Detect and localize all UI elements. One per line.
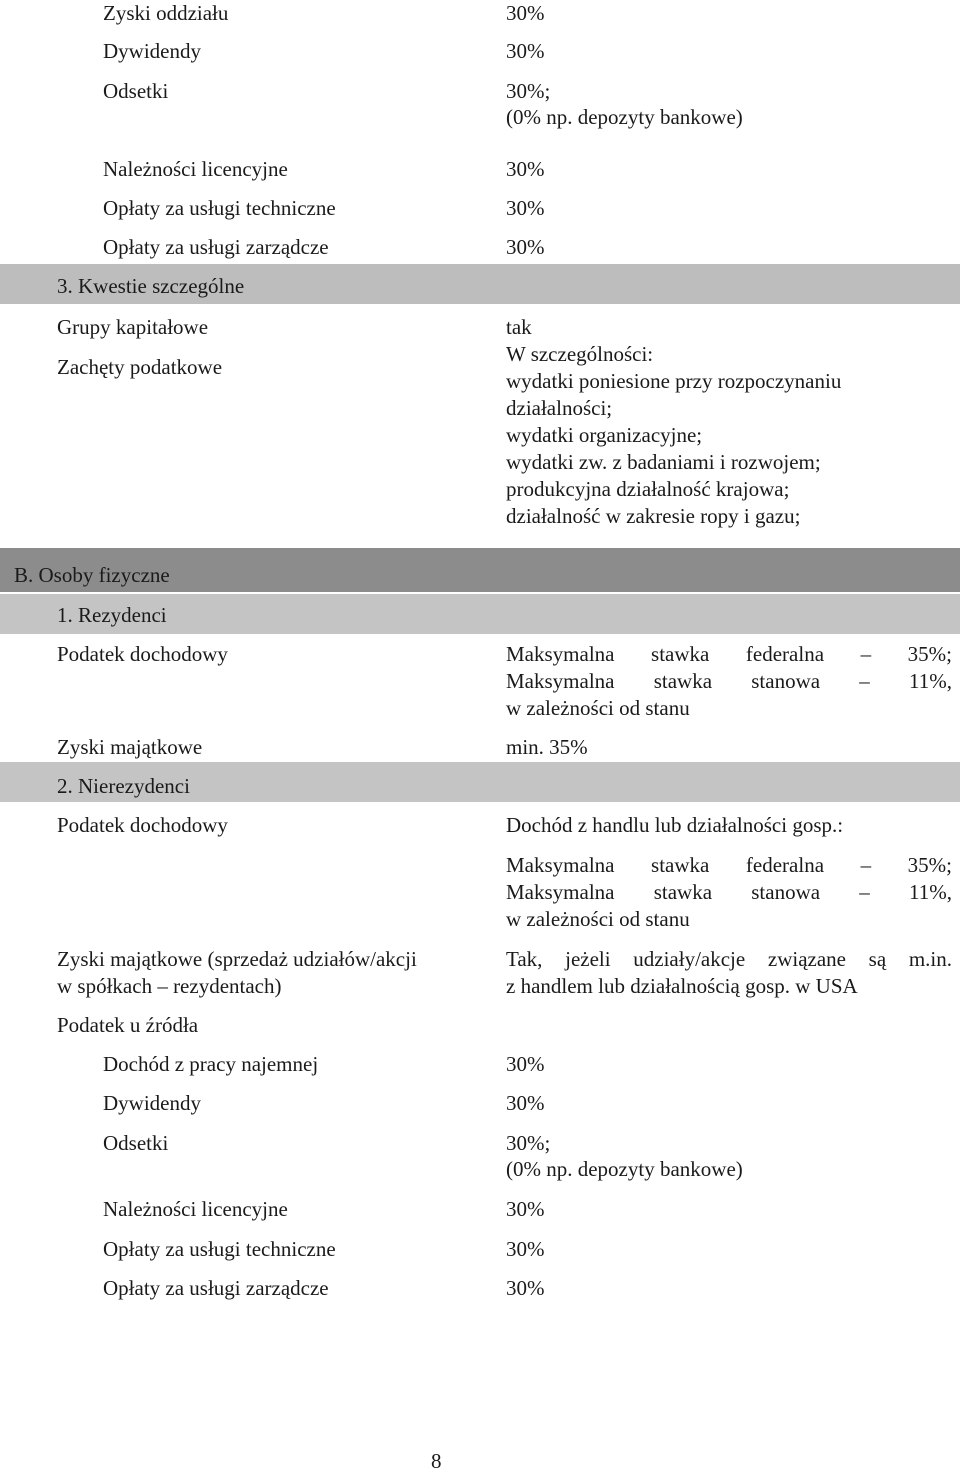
- row-label: Należności licencyjne: [103, 1197, 288, 1221]
- groups-value: tak: [506, 315, 532, 339]
- row-value: 30%;: [506, 79, 551, 103]
- row-value: 30%: [506, 1091, 545, 1115]
- nonres-capital-gains-value-1: Tak, jeżeli udziały/akcje związane są m.in.: [506, 947, 952, 971]
- row-value: 30%;: [506, 1131, 551, 1155]
- row-label: Odsetki: [103, 79, 169, 103]
- withholding-heading: Podatek u źródła: [57, 1013, 199, 1037]
- nonres-income-tax-line1: Maksymalna stawka federalna – 35%;: [506, 853, 952, 877]
- row-label: Dochód z pracy najemnej: [103, 1052, 319, 1076]
- incentives-line: wydatki poniesione przy rozpoczynaniu: [506, 369, 842, 393]
- row-label: Opłaty za usługi zarządcze: [103, 235, 329, 259]
- row-label: Należności licencyjne: [103, 157, 288, 181]
- nonres-capital-gains-label-2: w spółkach – rezydentach): [57, 974, 282, 998]
- groups-label: Grupy kapitałowe: [57, 315, 209, 339]
- row-value: 30%: [506, 1237, 545, 1261]
- row-value: 30%: [506, 157, 545, 181]
- incentives-line: działalności;: [506, 396, 613, 420]
- nonres-income-tax-label: Podatek dochodowy: [57, 813, 228, 837]
- section-heading: 3. Kwestie szczególne: [57, 274, 245, 298]
- page-number: 8: [431, 1449, 442, 1473]
- nonres-income-tax-intro: Dochód z handlu lub działalności gosp.:: [506, 813, 844, 837]
- res-income-tax-line2: Maksymalna stawka stanowa – 11%,: [506, 669, 952, 693]
- res-income-tax-line1: Maksymalna stawka federalna – 35%;: [506, 642, 952, 666]
- nonresidents-heading: 2. Nierezydenci: [57, 774, 190, 798]
- row-value: 30%: [506, 39, 545, 63]
- res-capital-gains-label: Zyski majątkowe: [57, 735, 203, 759]
- row-note: (0% np. depozyty bankowe): [506, 105, 743, 129]
- nonres-capital-gains-label-1: Zyski majątkowe (sprzedaż udziałów/akcji: [57, 947, 417, 971]
- incentives-line: wydatki zw. z badaniami i rozwojem;: [506, 450, 821, 474]
- res-capital-gains-value: min. 35%: [506, 735, 588, 759]
- row-value: 30%: [506, 1052, 545, 1076]
- row-value: 30%: [506, 1197, 545, 1221]
- incentives-line: wydatki organizacyjne;: [506, 423, 703, 447]
- row-label: Opłaty za usługi techniczne: [103, 1237, 336, 1261]
- row-value: 30%: [506, 196, 545, 220]
- row-label: Dywidendy: [103, 39, 201, 63]
- incentives-label: Zachęty podatkowe: [57, 355, 223, 379]
- row-label: Odsetki: [103, 1131, 169, 1155]
- row-label: Zyski oddziału: [103, 1, 229, 25]
- row-note: (0% np. depozyty bankowe): [506, 1157, 743, 1181]
- row-label: Opłaty za usługi zarządcze: [103, 1276, 329, 1300]
- nonres-income-tax-line2: Maksymalna stawka stanowa – 11%,: [506, 880, 952, 904]
- res-income-tax-line3: w zależności od stanu: [506, 696, 690, 720]
- row-value: 30%: [506, 235, 545, 259]
- row-value: 30%: [506, 1276, 545, 1300]
- incentives-line: działalność w zakresie ropy i gazu;: [506, 504, 801, 528]
- incentives-intro: W szczególności:: [506, 342, 654, 366]
- row-value: 30%: [506, 1, 545, 25]
- nonres-capital-gains-value-2: z handlem lub działalnością gosp. w USA: [506, 974, 858, 998]
- section-b-heading: B. Osoby fizyczne: [14, 563, 170, 587]
- res-income-tax-label: Podatek dochodowy: [57, 642, 228, 666]
- row-label: Dywidendy: [103, 1091, 201, 1115]
- residents-heading: 1. Rezydenci: [57, 603, 167, 627]
- row-label: Opłaty za usługi techniczne: [103, 196, 336, 220]
- incentives-line: produkcyjna działalność krajowa;: [506, 477, 790, 501]
- nonres-income-tax-line3: w zależności od stanu: [506, 907, 690, 931]
